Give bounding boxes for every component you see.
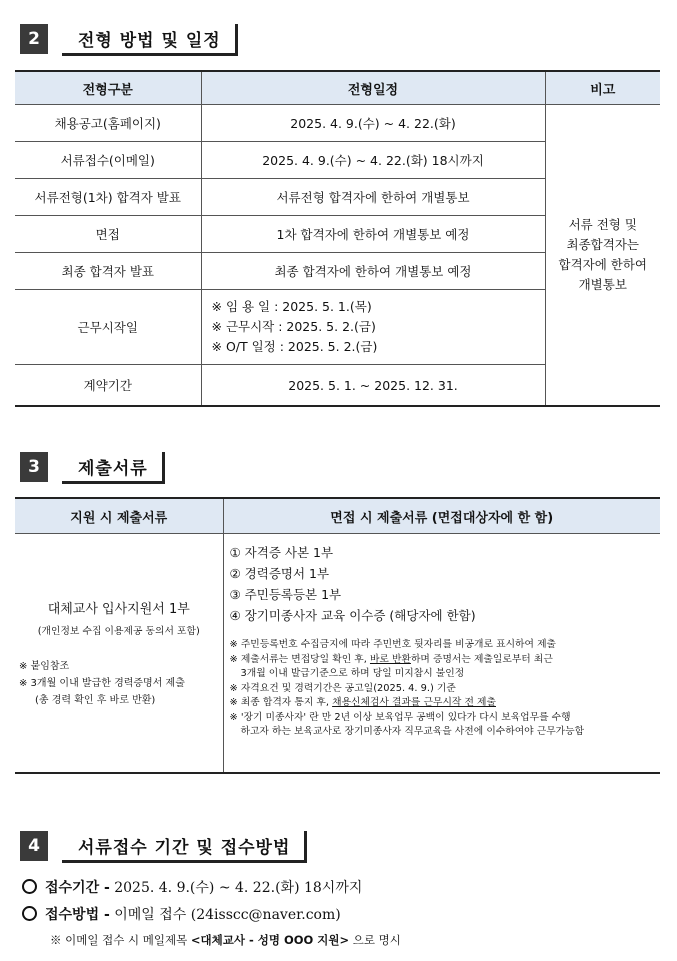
section-title: 서류접수 기간 및 접수방법 [62, 831, 307, 863]
stage-cell: 근무시작일 [15, 290, 201, 365]
doc-note: 하고자 하는 보육교사로 장기미종사자 직무교육을 사전에 이수하여야 근무가능함 [240, 726, 585, 737]
stage-cell: 서류전형(1차) 합격자 발표 [15, 179, 201, 216]
stage-cell: 면접 [15, 216, 201, 253]
work-dates-cell: ※ 임 용 일 : 2025. 5. 1.(목) ※ 근무시작 : 2025. 5. 2.(금) ※ O/T 일정 : 2025. 5. 2.(금) [201, 290, 545, 365]
apply-doc-main: 대체교사 입사지원서 1부 [47, 602, 190, 617]
doc-note: ※ 주민등록번호 수집금지에 따라 주민번호 뒷자리를 비공개로 표시하여 제출 [229, 639, 556, 650]
col-header: 비고 [545, 71, 660, 105]
section-number: 3 [20, 452, 48, 482]
date-cell: 서류전형 합격자에 한하여 개별통보 [201, 179, 545, 216]
apply-note: (총 경력 확인 후 바로 반환) [35, 695, 156, 706]
doc-note: 3개월 이내 발급기준으로 하며 당일 미지참시 불인정 [240, 668, 465, 679]
date-cell: 2025. 5. 1. ~ 2025. 12. 31. [201, 365, 545, 407]
table-row [15, 105, 660, 142]
col-header: 지원 시 제출서류 [15, 498, 223, 534]
doc-item: ④ 장기미종사자 교육 이수증 (해당자에 한함) [229, 608, 476, 623]
doc-note: ※ 제출서류는 면접당일 확인 후, 바로 반환하며 증명서는 제출일로부터 최근 [229, 653, 553, 665]
date-cell: 2025. 4. 9.(수) ~ 4. 22.(화) 18시까지 [201, 142, 545, 179]
schedule-table [15, 70, 660, 407]
section-title: 전형 방법 및 일정 [62, 24, 238, 56]
doc-item: ③ 주민등록등본 1부 [229, 587, 342, 602]
apply-doc-sub: (개인정보 수집 이용제공 동의서 포함) [37, 626, 200, 637]
stage-cell: 계약기간 [15, 365, 201, 407]
doc-note: ※ 최종 합격자 통지 후, 채용신체검사 결과를 근무시작 전 제출 [229, 697, 496, 708]
date-cell: 1차 합격자에 한하여 개별통보 예정 [201, 216, 545, 253]
doc-note: ※ 자격요건 및 경력기간은 공고일(2025. 4. 9.) 기준 [229, 682, 456, 694]
section-title: 제출서류 [62, 452, 165, 484]
circle-bullet-icon [22, 879, 37, 894]
doc-item: ② 경력증명서 1부 [229, 566, 330, 581]
interview-docs-cell [223, 534, 660, 774]
date-cell: 2025. 4. 9.(수) ~ 4. 22.(화) [201, 105, 545, 142]
col-header: 전형구분 [15, 71, 201, 105]
stage-cell: 서류접수(이메일) [15, 142, 201, 179]
col-header: 면접 시 제출서류 (면접대상자에 한 함) [223, 498, 660, 534]
section-number: 4 [20, 831, 48, 861]
apply-note: ※ 3개월 이내 발급한 경력증명서 제출 [19, 678, 185, 689]
receipt-method: 접수방법 - 이메일 접수 (24isscc@naver.com) [22, 904, 341, 924]
section-3-header [20, 452, 165, 484]
section-2-header [20, 24, 238, 56]
documents-table [15, 497, 660, 774]
circle-bullet-icon [22, 906, 37, 921]
receipt-period: 접수기간 - 2025. 4. 9.(수) ~ 4. 22.(화) 18시까지 [22, 877, 362, 897]
section-number: 2 [20, 24, 48, 54]
stage-cell: 채용공고(홈페이지) [15, 105, 201, 142]
doc-note: ※ '장기 미종사자' 란 만 2년 이상 보육업무 공백이 있다가 다시 보육업무를 수행 [229, 711, 571, 723]
stage-cell: 최종 합격자 발표 [15, 253, 201, 290]
date-cell: 최종 합격자에 한하여 개별통보 예정 [201, 253, 545, 290]
section-4-header [20, 831, 307, 863]
email-subject-note: ※ 이메일 접수 시 메일제목 <대체교사 - 성명 OOO 지원> 으로 명시 [50, 933, 401, 947]
apply-note: ※ 붙임참조 [19, 661, 70, 672]
apply-docs-cell [15, 534, 223, 774]
col-header: 전형일정 [201, 71, 545, 105]
doc-item: ① 자격증 사본 1부 [229, 545, 334, 560]
note-cell: 서류 전형 및 최종합격자는 합격자에 한하여 개별통보 [545, 105, 660, 407]
